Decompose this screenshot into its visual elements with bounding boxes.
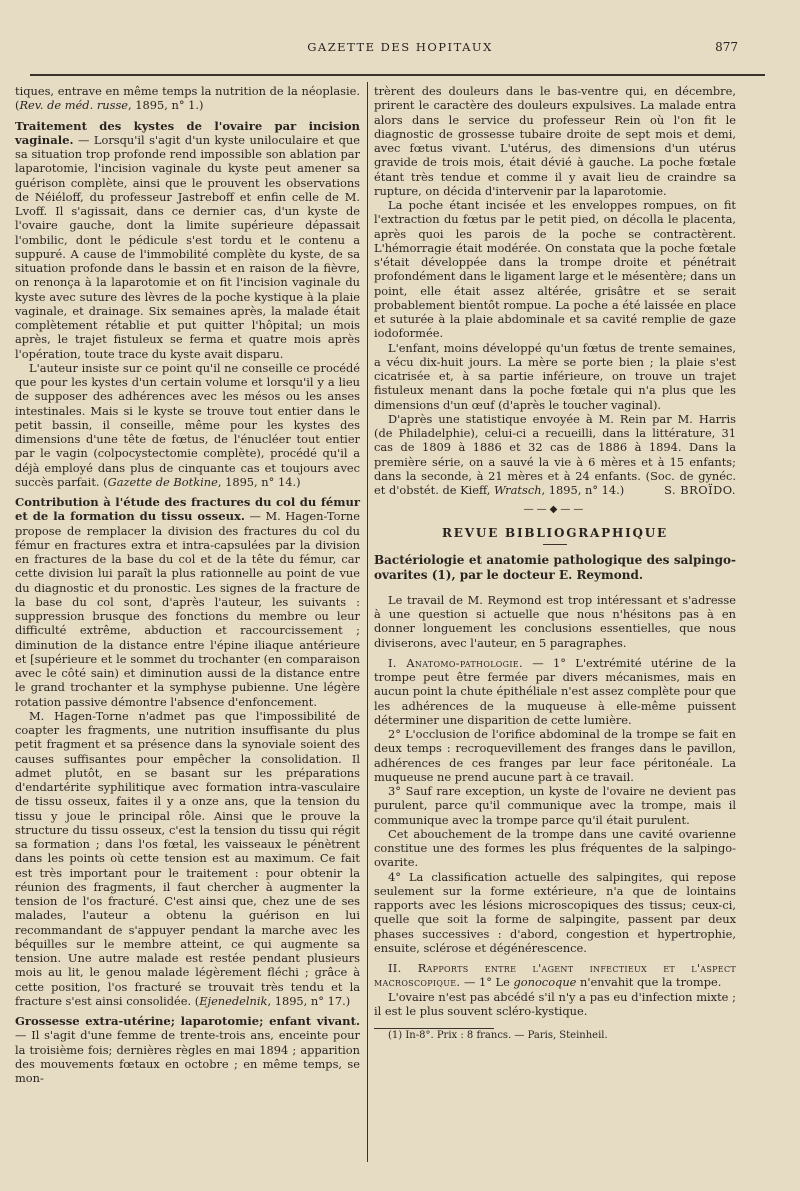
column-divider <box>367 82 368 1162</box>
paragraph: 2° L'occlusion de l'orifice abdominal de la trompe se fait en deux temps : recroquevillement des franges dans le pavillon, adhérences de ces franges par leur face péritonéale. La muqueuse ne prend aucune part à ce travail. <box>374 727 736 784</box>
subsection-heading: II. Rapports entre l'agent infectieux et l'aspect macroscopique. <box>374 961 736 990</box>
paragraph: 4° La classification actuelle des salpingites, qui repose seulement sur la forme extérieure, n'a que de lointains rapports avec les lésions microscopiques des tissus; ceux-ci, quelle que soit la forme de salpingite, passent par deux phases successives : d'abord, congestion et hypertrophie, ensuite, sclérose et dégénérescence. <box>374 869 736 955</box>
left-column <box>15 84 360 1085</box>
header-rule <box>30 74 765 76</box>
article-title: Traitement des kystes de l'ovaire par incision vaginale. <box>15 118 360 147</box>
paragraph: Cet abouchement de la trompe dans une cavité ovarienne constitue une des formes les plus fréquentes de la salpingo-ovarite. <box>374 826 736 870</box>
article-femur-fractures: Contribution à l'étude des fractures du col du fémur et de la formation du tissu osseux. — M. Hagen-Torne propose de remplacer la division des fractures du col du fémur en fractures extra et intra-capsulées par la division en fractures de la base du col et de la tête du fémur, car cette division lui paraît la plus rationnelle au point de vue du diagnostic et du pronostic. Les signes de la fracture de la base du col sont, d'après l'auteur, les suivants : suppression brusque des fonctions du membre ou leur difficulté extrême, abduction et raccourcissement ; diminution de la distance entre l'épine iliaque antérieure et [supérieure et le sommet du trochanter (en comparaison avec le côté sain) et diminution aussi de la distance entre le grand trochanter et la symphyse pubienne. Une légère rotation passive démontre l'absence d'enfoncement. M. Hagen-Torne n'admet pas que l'impossibilité de coapter les fragments, une nutrition insuffisante du plus petit fragment et sa présence dans la synoviale soient des causes suffisantes pour empêcher la consolidation. Il admet plutôt, en se basant sur les préparations d'endartérite syphilitique avec formation intra-vasculaire de tissu osseux, faites il y a onze ans, que la tension du tissu y joue le principal rôle. Ainsi que le prouve la structure du tissu osseux, c'est la tension du tissu qui régit sa formation ; dans l'os fœtal, les vaisseaux le pénètrent dans les points où cette tension est au maximum. Ce fait est très important pour le traitement : pour obtenir la réunion des fragments, il faut chercher à augmenter la tension de l'os fracturé. C'est ainsi que, chez une de ses malades, l'auteur a obtenu la guérison en lui recommandant de s'appuyer pendant la marche avec les béquilles sur le membre atteint, ce qui augmente sa tension. Une autre malade est restée pendant plusieurs mois au lit, le genou malade légèrement fléchi ; grâce à cette position, l'os fracturé se trouvait très tendu et la fracture s'est ainsi consolidée. (Ejenedelnik, 1895, n° 17.) <box>15 495 360 1008</box>
paragraph: tiques, entrave en même temps la nutrition de la néoplasie. (Rev. de méd. russe, 1895, n° 1.) <box>15 84 360 113</box>
paragraph: trèrent des douleurs dans le bas-ventre qui, en décembre, prirent le caractère des douleurs expulsives. La malade entra alors dans le service du professeur Rein où l'on fit le diagnostic de grossesse tubaire droite de sept mois et demi, avec fœtus vivant. L'utérus, des dimensions d'un utérus gravide de trois mois, était dévié à gauche. La poche fœtale étant très tendue et comme il y avait lieu de craindre sa rupture, on décida d'intervenir par la laparotomie. <box>374 84 736 198</box>
page-number: 877 <box>715 40 738 54</box>
paragraph: L'auteur insiste sur ce point qu'il ne conseille ce procédé que pour les kystes d'un certain volume et lorsqu'il y a lieu de supposer des adhérences avec les mésos ou les anses intestinales. Mais si le kyste se trouve tout entier dans le petit bassin, il conseille, même pour les kystes des dimensions d'une tête de fœtus, de l'énucléer tout entier par le vagin (colpocystectomie complète), procédé qu'il a déjà employé dans plus de cinquante cas et toujours avec succès parfait. (Gazette de Botkine, 1895, n° 14.) <box>15 360 360 489</box>
section-heading: REVUE BIBLIOGRAPHIQUE <box>442 525 668 540</box>
article-ovarian-cysts: Traitement des kystes de l'ovaire par incision vaginale. — Lorsqu'il s'agit d'un kyste uniloculaire et que sa situation trop profonde rend impossible son ablation par laparotomie, l'incision vaginale du kyste peut amener sa guérison complète, ainsi que le prouvent les observations de Néiéloff, du professeur Jastreboff et enfin celle de M. Lvoff. Il s'agissait, dans ce dernier cas, d'un kyste de l'ovaire gauche, dont la limite supérieure dépassait l'ombilic, dont le pédicule s'est tordu et le contenu a suppuré. A cause de l'immobilité complète du kyste, de sa situation profonde dans le bassin et en raison de la fièvre, on renonça à la laparotomie et on fit l'incision vaginale du kyste avec suture des lèvres de la poche kystique à la plaie vaginale, et drainage. Six semaines après, la malade était complètement rétablie et put quitter l'hôpital; un mois après, le trajet fistuleux se ferma et quatre mois après l'opération, toute trace du kyste avait disparu. L'auteur insiste sur ce point qu'il ne conseille ce procédé que pour les kystes d'un certain volume et lorsqu'il y a lieu de supposer des adhérences avec les mésos ou les anses intestinales. Mais si le kyste se trouve tout entier dans le petit bassin, il conseille, même pour les kystes des dimensions d'une tête de fœtus, de l'énucléer tout entier par le vagin (colpocystectomie complète), procédé qu'il a déjà employé dans plus de cinquante cas et toujours avec succès parfait. (Gazette de Botkine, 1895, n° 14.) <box>15 118 360 489</box>
paragraph: M. Hagen-Torne n'admet pas que l'impossibilité de coapter les fragments, une nutrition insuffisante du plus petit fragment et sa présence dans la synoviale soient des causes suffisantes pour empêcher la consolidation. Il admet plutôt, en se basant sur les préparations d'endartérite syphilitique avec formation intra-vasculaire de tissu osseux, faites il y a onze ans, que la tension du tissu y joue le principal rôle. Ainsi que le prouve la structure du tissu osseux, c'est la tension du tissu qui régit sa formation ; dans l'os fœtal, les vaisseaux le pénètrent dans les points où cette tension est au maximum. Ce fait est très important pour le traitement : pour obtenir la réunion des fragments, il faut chercher à augmenter la tension de l'os fracturé. C'est ainsi que, chez une de ses malades, l'auteur a obtenu la guérison en lui recommandant de s'appuyer pendant la marche avec les béquilles sur le membre atteint, ce qui augmente sa tension. Une autre malade est restée pendant plusieurs mois au lit, le genou malade légèrement fléchi ; grâce à cette position, l'os fracturé se trouvait très tendu et la fracture s'est ainsi consolidée. (Ejenedelnik, 1895, n° 17.) <box>15 708 360 1008</box>
paragraph: II. Rapports entre l'agent infectieux et l'aspect macroscopique. — 1° Le gonocoque n'envahit que la trompe. <box>374 961 736 990</box>
article-title: Contribution à l'étude des fractures du col du fémur et de la formation du tissu osseux. <box>15 495 360 524</box>
subsection-heading: I. Anatomo-pathologie. <box>388 655 523 670</box>
paragraph: L'ovaire n'est pas abcédé s'il n'y a pas eu d'infection mixte ; il est le plus souvent scléro-kystique. <box>374 989 736 1018</box>
article-extra-uterine: Grossesse extra-utérine; laparotomie; enfant vivant. — Il s'agit d'une femme de trente-trois ans, enceinte pour la troisième fois; dernières règles en mai 1894 ; apparition des mouvements fœtaux en octobre ; en même temps, se mon- <box>15 1014 360 1085</box>
heading-rule <box>543 544 567 545</box>
paragraph: 3° Sauf rare exception, un kyste de l'ovaire ne devient pas purulent, parce qu'il communique avec la trompe, mais il communique avec la trompe parce qu'il était purulent. <box>374 784 736 827</box>
article-title: Grossesse extra-utérine; laparotomie; enfant vivant. <box>15 1014 360 1028</box>
citation: Gazette de Botkine <box>107 474 218 489</box>
paragraph: D'après une statistique envoyée à M. Rein par M. Harris (de Philadelphie), celui-ci a recueilli, dans la littérature, 31 cas de 1809 à 1886 et 32 cas de 1886 à 1894. Dans la première série, on a sauvé la vie à 6 mères et à 15 enfants; dans la seconde, à 21 mères et à 24 enfants. (Soc. de gynéc. et d'obstét. de Kieff, Wratsch, 1895, n° 14.) S. BROÏDO. <box>374 411 736 497</box>
author-signature: S. BROÏDO. <box>664 483 736 497</box>
footnote: (1) In-8°. Prix : 8 francs. — Paris, Steinheil. <box>388 1030 608 1041</box>
section-ornament: ——◆—— <box>523 504 587 516</box>
citation: Ejenedelnik <box>199 993 268 1008</box>
paragraph: I. Anatomo-pathologie. — 1° L'extrémité utérine de la trompe peut être fermée par divers mécanismes, mais en aucun point la chute épithéliale n'est assez complète pour que les adhérences de la muqueuse à elle-même puissent déterminer une disparition de cette lumière. <box>374 655 736 727</box>
review-title: Bactériologie et anatomie pathologique des salpingo-ovarites (1), par le docteur E. Reymond. <box>374 552 736 582</box>
paragraph: L'enfant, moins développé qu'un fœtus de trente semaines, a vécu dix-huit jours. La mère se porte bien ; la plaie s'est cicatrisée et, à sa partie inférieure, on trouve un trajet fistuleux menant dans la poche fœtale qui n'a plus que les dimensions d'un œuf (d'après le toucher vaginal). <box>374 340 736 412</box>
paragraph: Le travail de M. Reymond est trop intéressant et s'adresse à une question si actuelle que nous n'hésitons pas à en donner longuement les conclusions essentielles, que nous diviserons, avec l'auteur, en 5 paragraphes. <box>374 592 736 650</box>
paragraph: La poche étant incisée et les enveloppes rompues, on fit l'extraction du fœtus par le petit pied, on décolla le placenta, après quoi les parois de la poche se contractèrent. L'hémorragie était modérée. On constata que la poche fœtale s'était développée dans la trompe droite et pénétrait profondément dans le ligament large et le mésentère; dans un point, elle était assez altérée, grisâtre et se serait probablement bientôt rompue. La poche a été laissée en place et suturée à la plaie abdominale et sa cavité remplie de gaze iodoformée. <box>374 198 736 341</box>
citation: Wratsch <box>493 483 542 497</box>
right-column <box>374 84 736 1042</box>
journal-title: GAZETTE DES HOPITAUX <box>307 40 493 54</box>
citation: Rev. de méd. russe <box>19 98 129 113</box>
page-header <box>0 40 800 60</box>
